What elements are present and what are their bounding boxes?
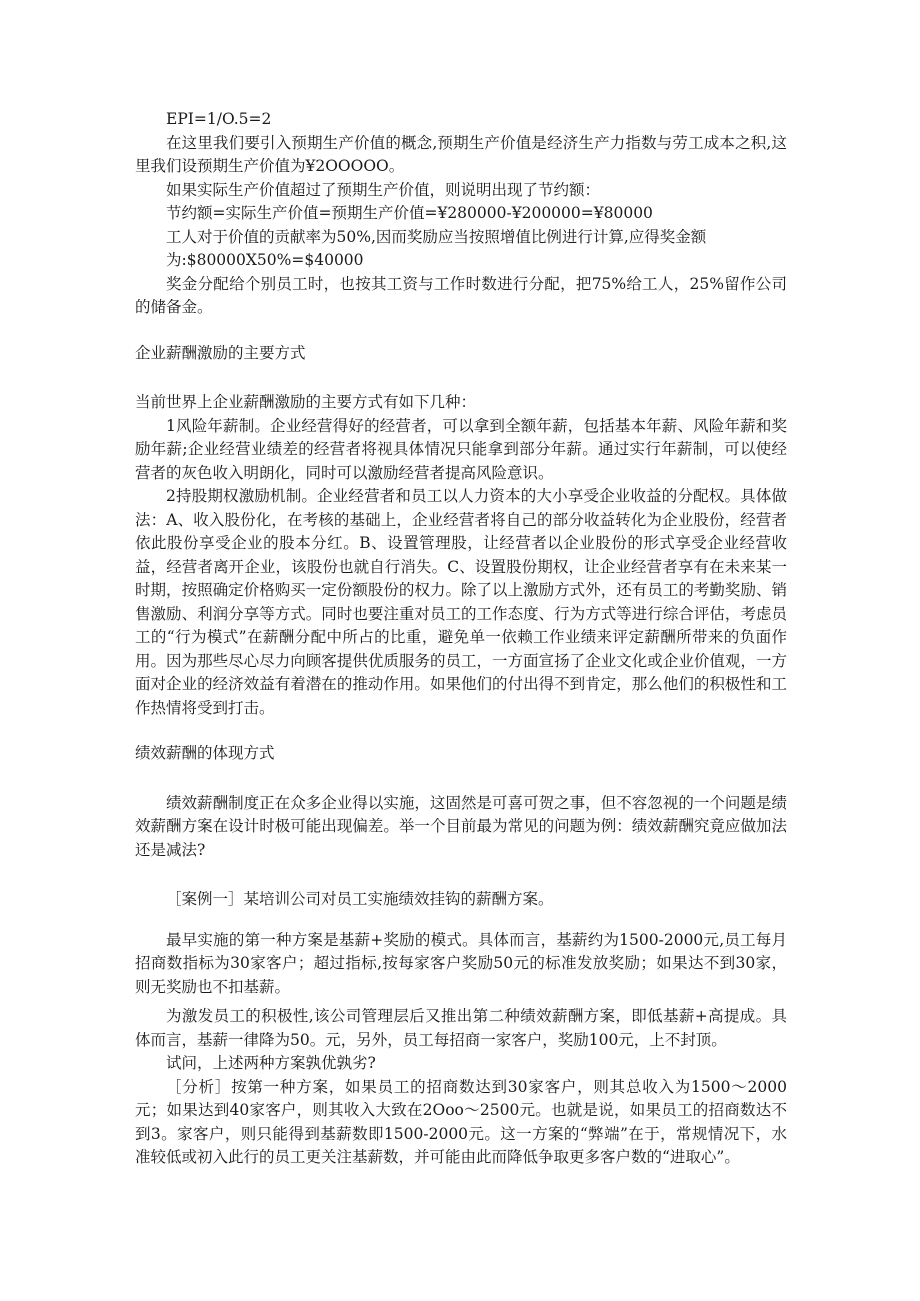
expected-value-paragraph: 在这里我们要引入预期生产价值的概念,预期生产价值是经济生产力指数与劳工成本之积,这里我们设预期生产价值为¥2OOOOO。 [135, 133, 787, 175]
heading-performance-pay: 绩效薪酬的体现方式 [135, 744, 275, 762]
bonus-paragraph-line1: 工人对于价值的贡献率为50%,因而奖励应当按照增值比例进行计算,应得奖金额 [166, 227, 707, 246]
analysis-paragraph: ［分析］按第一种方案，如果员工的招商数达到30家客户，则其总收入为1500〜2000元；如果达到40家客户，则其收入大致在2Ooo〜2500元。也就是说，如果员工的招商数达不到3。家客户，则只能得到基薪数即1500-2000元。这一方案的“弊端”在于，常规情况下，水准较低或初入此行的员工更关注基薪数，并可能由此而降低争取更多客户数的“进取心”。 [135, 1077, 787, 1166]
performance-intro-paragraph: 绩效薪酬制度正在众多企业得以实施，这固然是可喜可贺之事，但不容忽视的一个问题是绩效薪酬方案在设计时极可能出现偏差。举一个目前最为常见的问题为例：绩效薪酬究竟应做加法还是减法? [135, 793, 787, 859]
bonus-paragraph-line2: 为:$80000X50%=$40000 [166, 251, 364, 269]
epi-formula: EPI=1/O.5=2 [166, 110, 272, 128]
case-title: ［案例一］某培训公司对员工实施绩效挂钩的薪酬方案。 [166, 890, 554, 908]
distribution-paragraph: 奖金分配给个别员工时，也按其工资与工作时数进行分配，把75%给工人，25%留作公司的储备金。 [135, 274, 787, 316]
heading-salary-incentives: 企业薪酬激励的主要方式 [135, 343, 306, 362]
savings-formula: 节约额=实际生产价值=预期生产价值=¥280000-¥200000=¥80000 [166, 204, 653, 222]
case-paragraph-2: 为激发员工的积极性,该公司管理层后又推出第二种绩效薪酬方案，即低基薪+高提成。具体而言，基薪一律降为50。元，另外，员工每招商一家客户，奖励100元，上不封顶。 [135, 1007, 787, 1049]
document-page [135, 108, 787, 1170]
case-question: 试问，上述两种方案孰优孰劣? [166, 1054, 376, 1072]
incentives-intro: 当前世界上企业薪酬激励的主要方式有如下几种： [135, 393, 477, 411]
incentive-item-1: 1风险年薪制。企业经营得好的经营者，可以拿到全额年薪，包括基本年薪、风险年薪和奖励年薪;企业经营业绩差的经营者将视具体情况只能拿到部分年薪。通过实行年薪制，可以使经营者的灰色收入明朗化，同时可以激励经营者提高风险意识。 [135, 416, 787, 482]
incentive-item-2: 2持股期权激励机制。企业经营者和员工以人力资本的大小享受企业收益的分配权。具体做法：A、收入股份化，在考核的基础上，企业经营者将自己的部分收益转化为企业股份，经营者依此股份享受企业的股本分红。B、设置管理股，让经营者以企业股份的形式享受企业经营收益，经营者离开企业，该股份也就自行消失。C、设置股份期权，让企业经营者享有在未来某一时期，按照确定价格购买一定份额股份的权力。除了以上激励方式外，还有员工的考勤奖励、销售激励、利润分享等方式。同时也要注重对员工的工作态度、行为方式等进行综合评估，考虑员工的“行为模式”在薪酬分配中所占的比重，避免单一依赖工作业绩来评定薪酬所带来的负面作用。因为那些尽心尽力向顾客提供优质服务的员工，一方面宣扬了企业文化或企业价值观，一方面对企业的经济效益有着潜在的推动作用。如果他们的付出得不到肯定，那么他们的积极性和工作热情将受到打击。 [135, 487, 787, 717]
case-paragraph-1: 最早实施的第一种方案是基薪+奖励的模式。具体而言，基薪约为1500-2000元,员工每月招商数指标为30家客户；超过指标,按每家客户奖励50元的标准发放奖励；如果达不到30家，则无奖励也不扣基薪。 [135, 930, 787, 996]
savings-intro-paragraph: 如果实际生产价值超过了预期生产价值，则说明出现了节约额： [166, 180, 601, 199]
